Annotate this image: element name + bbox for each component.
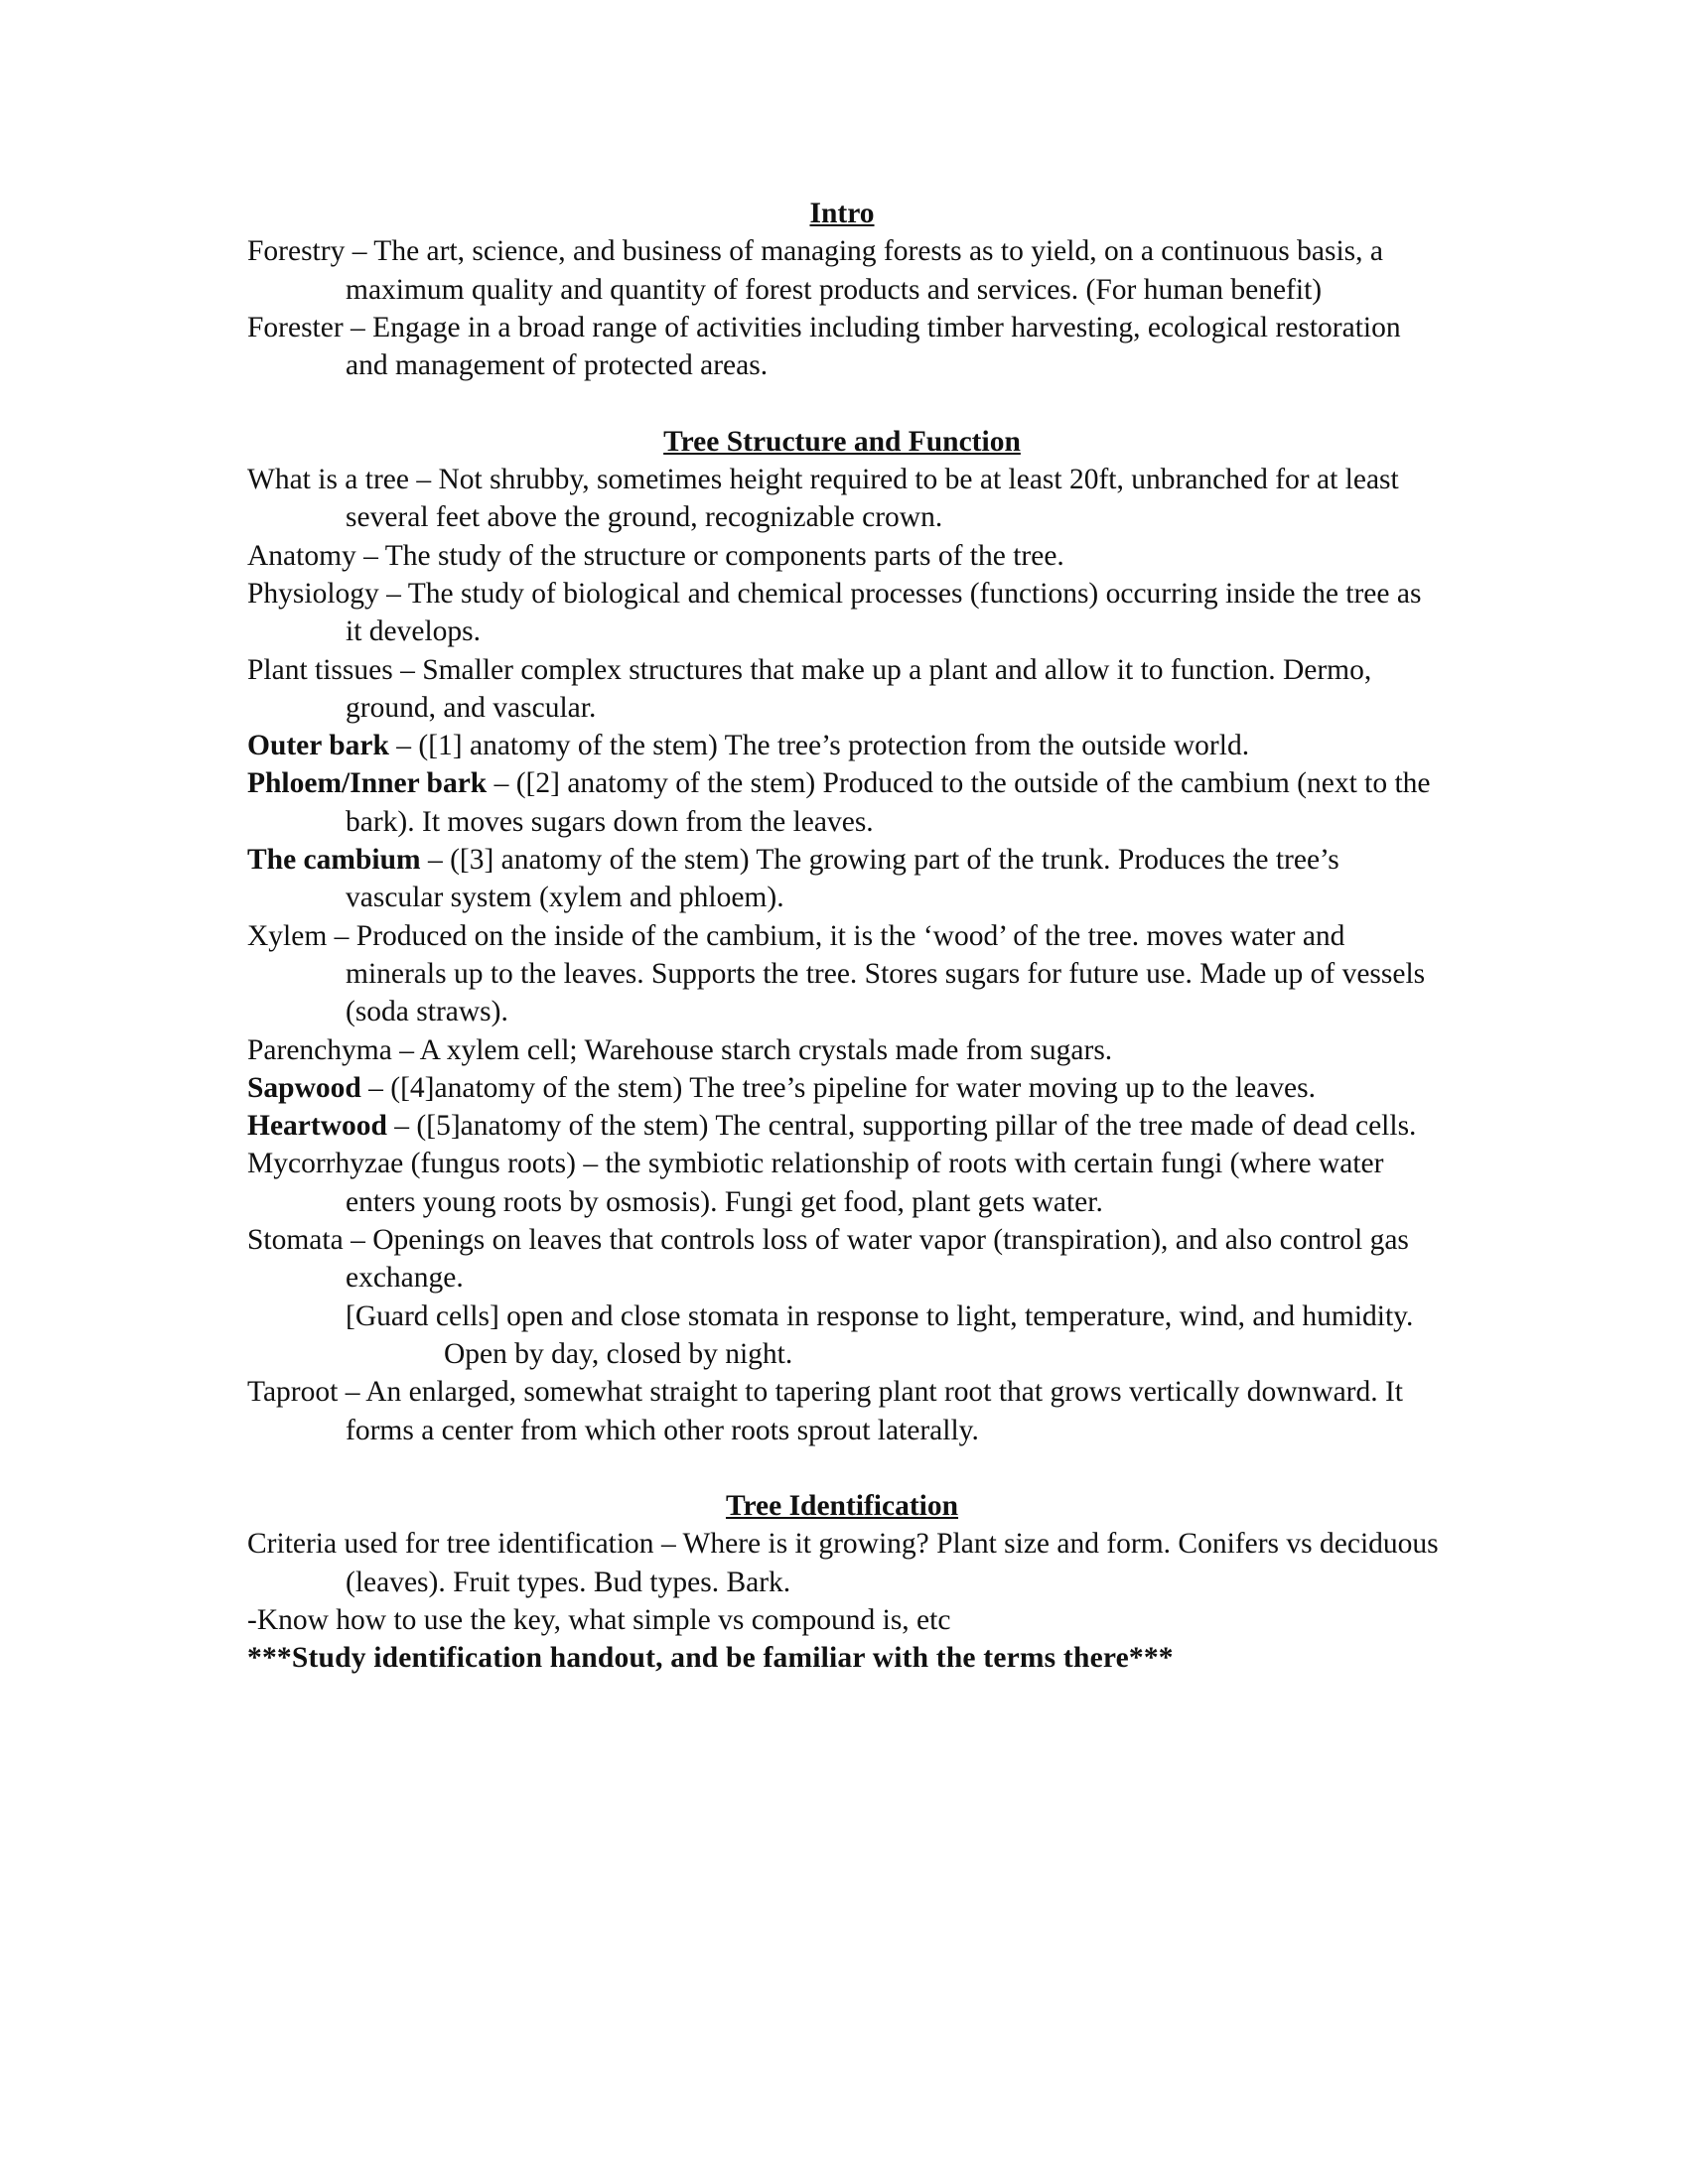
entry-term: Phloem/Inner bark bbox=[247, 767, 488, 800]
entry-text: – ([3] anatomy of the stem) The growing part of the trunk. Produces the tree’s vascular system (xylem and phloem). bbox=[346, 844, 1339, 914]
entry-criteria bbox=[247, 1525, 1439, 1601]
entry-parenchyma bbox=[247, 1031, 1439, 1069]
entry-outer-bark bbox=[247, 727, 1439, 764]
entry-forestry bbox=[247, 232, 1439, 309]
entry-text: – The study of the structure or components parts of the tree. bbox=[355, 539, 1064, 572]
entry-term: Xylem bbox=[247, 919, 328, 952]
entry-text: – An enlarged, somewhat straight to tapering plant root that grows vertically downward. It forms a center from which other roots sprout laterally. bbox=[338, 1376, 1404, 1446]
entry-text: – Not shrubby, sometimes height required to be at least 20ft, unbranched for at least several feet above the ground, recognizable crown. bbox=[346, 464, 1399, 534]
entry-phloem bbox=[247, 764, 1439, 841]
entry-guard-cells: [Guard cells] open and close stomata in response to light, temperature, wind, and humidity. Open by day, closed by night. bbox=[346, 1299, 1414, 1370]
entry-text: – Engage in a broad range of activities including timber harvesting, ecological restoration and management of protected areas. bbox=[343, 311, 1401, 382]
entry-term: Parenchyma bbox=[247, 1033, 392, 1066]
entry-term: Plant tissues bbox=[247, 653, 393, 686]
entry-term: Mycorrhyzae (fungus roots) bbox=[247, 1148, 576, 1180]
entry-xylem bbox=[247, 917, 1439, 1031]
entry-term: Outer bark bbox=[247, 730, 389, 762]
entry-term: Criteria used for tree identification bbox=[247, 1528, 654, 1561]
entry-text: – the symbiotic relationship of roots with certain fungi (where water enters young roots by osmosis). Fungi get food, plant gets water. bbox=[346, 1148, 1384, 1218]
entry-term: What is a tree bbox=[247, 464, 409, 496]
entry-what-is-a-tree bbox=[247, 461, 1439, 537]
entry-text: – The art, science, and business of managing forests as to yield, on a continuous basis, a maximum quality and quantity of forest products and services. (For human benefit) bbox=[345, 235, 1383, 306]
entry-text: – Smaller complex structures that make up a plant and allow it to function. Dermo, ground, and vascular. bbox=[346, 653, 1372, 724]
key-note: -Know how to use the key, what simple vs compound is, etc bbox=[247, 1603, 951, 1636]
entry-term: Anatomy bbox=[247, 539, 356, 572]
entry-stomata bbox=[247, 1221, 1439, 1297]
document-page bbox=[247, 195, 1439, 1678]
entry-text: – Produced on the inside of the cambium, it is the ‘wood’ of the tree. moves water and minerals up to the leaves. Supports the tree. Stores sugars for future use. Made up of vessels (soda straws). bbox=[327, 919, 1426, 1028]
entry-anatomy bbox=[247, 537, 1439, 575]
study-note: ***Study identification handout, and be familiar with the terms there*** bbox=[247, 1642, 1174, 1675]
section-heading-identification: Tree Identification bbox=[725, 1490, 959, 1523]
entry-forester bbox=[247, 309, 1439, 385]
entry-heartwood bbox=[247, 1107, 1439, 1145]
entry-term: The cambium bbox=[247, 844, 421, 877]
entry-text: – Where is it growing? Plant size and form. Conifers vs deciduous (leaves). Fruit types. Bud types. Bark. bbox=[346, 1528, 1439, 1598]
entry-plant-tissues bbox=[247, 651, 1439, 728]
entry-text: – ([4]anatomy of the stem) The tree’s pipeline for water moving up to the leaves. bbox=[360, 1071, 1316, 1104]
entry-term: Taproot bbox=[247, 1376, 339, 1409]
section-heading-intro: Intro bbox=[809, 198, 875, 229]
section-heading-structure: Tree Structure and Function bbox=[663, 425, 1021, 458]
entry-sapwood bbox=[247, 1069, 1439, 1107]
entry-text: – ([2] anatomy of the stem) Produced to the outside of the cambium (next to the bark). It moves sugars down from the leaves. bbox=[346, 767, 1431, 838]
entry-text: – ([1] anatomy of the stem) The tree’s protection from the outside world. bbox=[388, 730, 1250, 762]
entry-term: Stomata bbox=[247, 1224, 344, 1257]
entry-term: Physiology bbox=[247, 577, 379, 610]
entry-mycorrhyzae bbox=[247, 1145, 1439, 1221]
entry-taproot bbox=[247, 1373, 1439, 1449]
entry-text: – The study of biological and chemical processes (functions) occurring inside the tree as it develops. bbox=[346, 577, 1422, 648]
entry-physiology bbox=[247, 575, 1439, 651]
entry-text: – A xylem cell; Warehouse starch crystals made from sugars. bbox=[391, 1033, 1113, 1066]
entry-text: – ([5]anatomy of the stem) The central, supporting pillar of the tree made of dead cells. bbox=[386, 1110, 1417, 1143]
entry-cambium bbox=[247, 841, 1439, 917]
entry-term: Sapwood bbox=[247, 1071, 361, 1104]
entry-text: – Openings on leaves that controls loss of water vapor (transpiration), and also control gas exchange. bbox=[343, 1224, 1409, 1295]
entry-term: Heartwood bbox=[247, 1110, 387, 1143]
entry-term: Forester bbox=[247, 311, 344, 343]
entry-term: Forestry bbox=[247, 235, 346, 268]
